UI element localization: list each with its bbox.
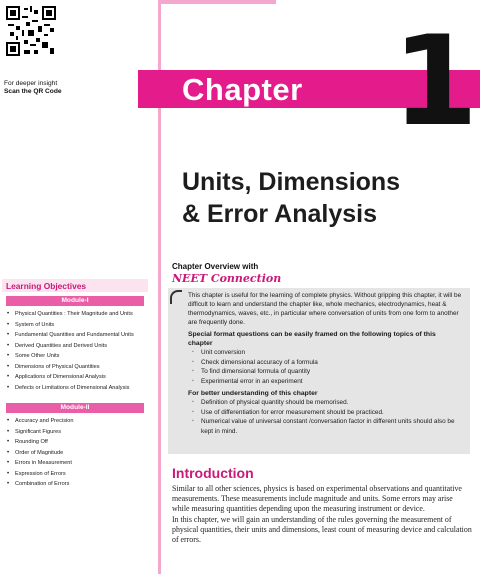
list-item: • Dimensions of Physical Quantities	[6, 362, 144, 373]
introduction-body	[172, 484, 472, 545]
title-line2: & Error Analysis	[182, 200, 377, 228]
list-item: • System of Units	[6, 320, 144, 331]
introduction-para2: In this chapter, we will gain an understanding of the rules governing the measurement of physical quantities, their units and dimensions, least count of measuring device and calculation of errors.	[172, 514, 472, 545]
list-item: ▪ Definition of physical quantity should be memorised.	[192, 398, 462, 408]
better-understanding-list	[188, 398, 462, 436]
qr-caption-line2: Scan the QR Code	[4, 88, 62, 95]
chapter-label: Chapter	[182, 72, 303, 107]
module-2-list	[2, 416, 148, 490]
overview-box	[168, 288, 470, 454]
introduction-para1: Similar to all other sciences, physics is based on experimental observations and quantitative measurements. These measurements include magnitude and units. Some errors may arise while measuring quantities depending upon the measuring instrument or device.	[172, 484, 462, 514]
overview-hook-icon	[170, 290, 182, 304]
list-item: ▪ Check dimensional accuracy of a formula	[192, 358, 462, 368]
introduction-heading: Introduction	[172, 465, 254, 481]
list-item: ▪ Experimental error in an experiment	[192, 377, 462, 387]
special-format-heading: Special format questions can be easily framed on the following topics of this chapter	[188, 331, 436, 347]
list-item: ▪ Use of differentiation for error measurement should be practiced.	[192, 408, 462, 418]
top-rule	[158, 0, 276, 4]
list-item: • Rounding Off	[6, 437, 144, 448]
list-item: • Derived Quantities and Derived Units	[6, 341, 144, 352]
list-item: • Defects or Limitations of Dimensional Analysis	[6, 383, 144, 394]
list-item: • Significant Figures	[6, 427, 144, 438]
list-item: • Errors in Measurement	[6, 458, 144, 469]
list-item: ▪ Numerical value of universal constant /conversation factor in different units should also be kept in mind.	[192, 417, 462, 436]
list-item: • Order of Magnitude	[6, 448, 144, 459]
list-item: ▪ To find dimensional formula of quantity	[192, 367, 462, 377]
module-2-label: Module-II	[6, 403, 144, 413]
module-1-label: Module-I	[6, 296, 144, 306]
overview-intro-text: This chapter is useful for the learning of complete physics. Without gripping this chapter, it will be difficult to learn and understand the chapter like, whole mechanics, electrodynamics, heat & thermodynamics, waves, etc., in particular where conversation of units from one form to another are frequently done.	[188, 292, 462, 326]
chapter-number: 1	[392, 10, 479, 154]
list-item: • Some Other Units	[6, 351, 144, 362]
list-item: • Expression of Errors	[6, 469, 144, 480]
neet-connection-label: NEET Connection	[172, 272, 282, 285]
overview-label: Chapter Overview with	[172, 262, 259, 271]
learning-objectives-box	[2, 279, 148, 491]
qr-caption-line1: For deeper insight	[4, 80, 58, 87]
list-item: • Accuracy and Precision	[6, 416, 144, 427]
better-understanding-heading: For better understanding of this chapter	[188, 390, 318, 397]
module-1-list	[2, 309, 148, 393]
qr-code-icon[interactable]	[6, 6, 56, 56]
title-line1: Units, Dimensions	[182, 168, 401, 196]
list-item: ▪ Unit conversion	[192, 348, 462, 358]
list-item: • Fundamental Quantities and Fundamental Units	[6, 330, 144, 341]
qr-caption	[4, 80, 104, 96]
list-item: • Applications of Dimensional Analysis	[6, 372, 144, 383]
list-item: • Physical Quantities : Their Magnitude and Units	[6, 309, 144, 320]
list-item: • Combination of Errors	[6, 479, 144, 490]
chapter-title	[182, 166, 400, 230]
special-format-list	[188, 348, 462, 386]
learning-objectives-heading: Learning Objectives	[2, 279, 148, 292]
